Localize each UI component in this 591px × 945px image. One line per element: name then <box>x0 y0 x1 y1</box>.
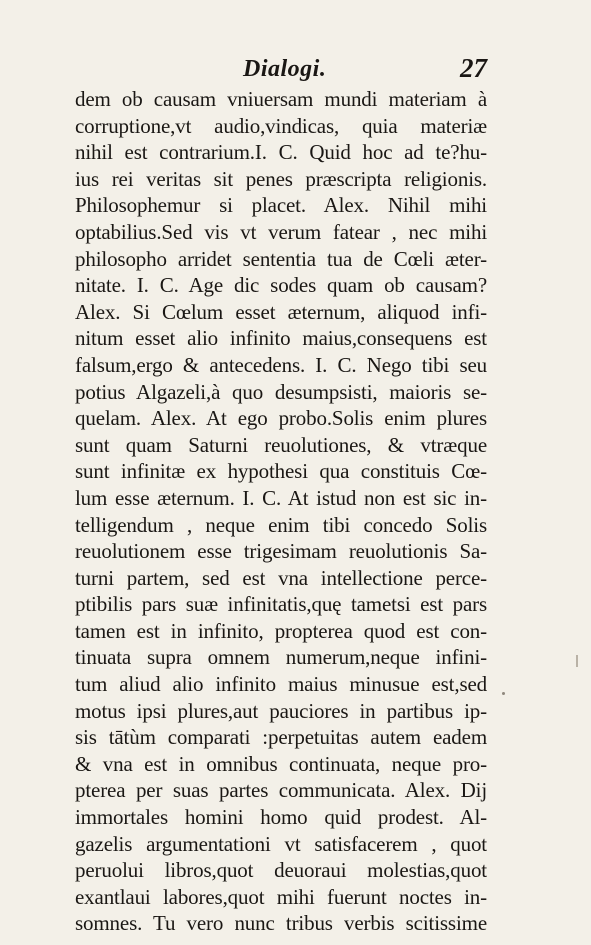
text-line: philosopho arridet sententia tua de Cœli æter- <box>75 246 487 271</box>
margin-mark <box>576 655 578 667</box>
text-line: reuolutionem esse trigesimam reuolutionis Sa- <box>75 539 487 564</box>
text-line: somnes. Tu vero nunc tribus verbis scitissime <box>75 911 487 936</box>
text-line: immortales homini homo quid prodest. Al- <box>75 805 487 830</box>
text-line: potius Algazeli,à quo desumpsisti, maioris se- <box>75 379 487 404</box>
running-head <box>75 52 487 86</box>
text-line: pterea per suas partes communicata. Alex. Dij <box>75 778 487 803</box>
text-line: nihil est contrarium.I. C. Quid hoc ad te?hu- <box>75 140 487 165</box>
text-line: motus ipsi plures,aut pauciores in partibus ip- <box>75 698 487 723</box>
text-line: nitate. I. C. Age dic sodes quam ob causam? <box>75 273 487 298</box>
text-line: lum esse æternum. I. C. At istud non est sic in- <box>75 485 487 510</box>
text-line: corruptione,vt audio,vindicas, quia materiæ <box>75 113 487 138</box>
text-line: dem ob causam vniuersam mundi materiam à <box>75 87 487 111</box>
text-line: tum aliud alio infinito maius minusue est,sed <box>75 672 487 697</box>
text-line: ius rei veritas sit penes præscripta religionis. <box>75 166 487 191</box>
text-line: tinuata supra omnem numerum,neque infini- <box>75 645 487 670</box>
paper-speck <box>502 692 505 695</box>
body-text <box>75 86 487 937</box>
text-line: Philosophemur si placet. Alex. Nihil mihi <box>75 193 487 218</box>
text-line: sis tātùm comparati :perpetuitas autem eadem <box>75 725 487 750</box>
text-line: & vna est in omnibus continuata, neque pro- <box>75 751 487 776</box>
text-line: nitum esset alio infinito maius,consequens est <box>75 326 487 351</box>
text-line: peruolui libros,quot deuoraui molestias,quot <box>75 858 487 883</box>
text-line: exantlaui labores,quot mihi fuerunt noctes in- <box>75 884 487 909</box>
text-line: sunt infinitæ ex hypothesi qua constituis Cœ- <box>75 459 487 484</box>
text-line: falsum,ergo & antecedens. I. C. Nego tibi seu <box>75 352 487 377</box>
text-line: telligendum , neque enim tibi concedo Solis <box>75 512 487 537</box>
page-number: 27 <box>460 53 487 83</box>
text-line: ptibilis pars suæ infinitatis,quę tametsi est pars <box>75 592 487 617</box>
text-line: quelam. Alex. At ego probo.Solis enim plures <box>75 406 487 431</box>
text-line: gazelis argumentationi vt satisfacerem , quot <box>75 831 487 856</box>
text-line: tamen est in infinito, propterea quod est con- <box>75 618 487 643</box>
text-line: turni partem, sed est vna intellectione perce- <box>75 565 487 590</box>
text-line: optabilius.Sed vis vt verum fatear , nec mihi <box>75 219 487 244</box>
text-line: Alex. Si Cœlum esset æternum, aliquod infi- <box>75 299 487 324</box>
running-head-title: Dialogi. <box>243 56 327 82</box>
text-line: sunt quam Saturni reuolutiones, & vtræque <box>75 432 487 457</box>
